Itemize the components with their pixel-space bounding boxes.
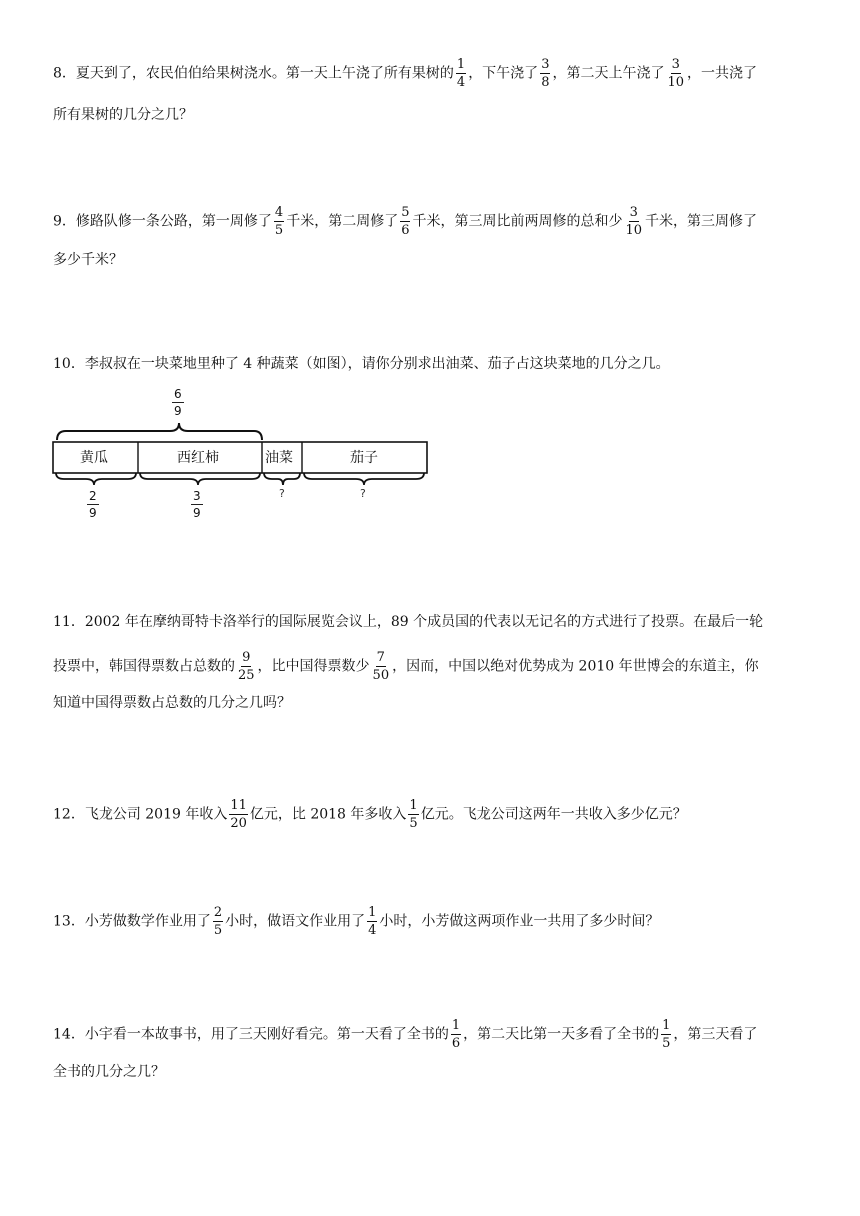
- unknown-rape: ?: [279, 487, 285, 500]
- unknown-eggplant: ?: [360, 487, 366, 500]
- q12-line: 12．飞龙公司 2019 年收入 $\frac{11}{20}$ 亿元，比 2018 年多收入 $\frac{1}{5}$ 亿元。飞龙公司这两年一共收入多少亿元？: [53, 798, 687, 831]
- fraction-cucumber: $\frac{2}{9}$: [89, 489, 97, 520]
- q10-text: 10．李叔叔在一块菜地里种了 4 种蔬菜（如图），请你分别求出油菜、茄子占这块菜地的几分之几。: [53, 356, 670, 372]
- fraction: $\frac{7}{50}$: [372, 650, 390, 683]
- fraction: $\frac{11}{20}$: [230, 798, 247, 831]
- fraction: $\frac{1}{6}$: [451, 1018, 461, 1051]
- q14-line-1: 14．小宇看一本故事书，用了三天刚好看完。第一天看了全书的 $\frac{1}{6}$ ，第二天比第一天多看了全书的 $\frac{1}{5}$ ，第三天看了: [53, 1018, 758, 1051]
- fraction: $\frac{1}{4}$: [368, 905, 377, 938]
- q13-line: 13．小芳做数学作业用了 $\frac{2}{5}$ 小时，做语文作业用了 $\frac{1}{4}$ 小时，小芳做这两项作业一共用了多少时间？: [53, 905, 660, 938]
- bottom-brace-eggplant: [304, 473, 424, 485]
- fraction: $\frac{1}{5}$: [662, 1018, 671, 1051]
- bottom-brace-cucumber: [56, 473, 136, 485]
- fraction: $\frac{1}{4}$: [456, 57, 466, 90]
- top-brace: [57, 423, 262, 440]
- diagram-lines: [50, 385, 440, 535]
- label-eggplant: 茄子: [350, 450, 378, 466]
- q11-line-3: 知道中国得票数占总数的几分之几吗？: [53, 695, 291, 711]
- fraction: $\frac{4}{5}$: [274, 205, 284, 238]
- top-fraction: $\frac{6}{9}$: [174, 387, 182, 418]
- bottom-brace-tomato: [140, 473, 260, 485]
- fraction: $\frac{2}{5}$: [213, 905, 223, 938]
- fraction: $\frac{5}{6}$: [401, 205, 410, 238]
- bottom-brace-rape: [264, 473, 300, 485]
- fraction: $\frac{1}{5}$: [409, 798, 418, 831]
- label-cucumber: 黄瓜: [80, 450, 108, 466]
- fraction-tomato: $\frac{3}{9}$: [193, 489, 201, 520]
- q11-line-2: 投票中，韩国得票数占总数的 $\frac{9}{25}$ ，比中国得票数少 $\frac{7}{50}$ ，因而，中国以绝对优势成为 2010 年世博会的东道主，你: [53, 650, 759, 683]
- label-tomato: 西红柿: [177, 450, 219, 466]
- vegetable-field-diagram: [50, 385, 440, 535]
- fraction: $\frac{3}{10}$: [667, 57, 685, 90]
- q9-line-1: 9．修路队修一条公路，第一周修了 $\frac{4}{5}$ 千米，第二周修了 $\frac{5}{6}$ 千米，第三周比前两周修的总和少 $\frac{3}{10}$ 千米，第三周修了: [53, 205, 758, 238]
- fraction: $\frac{3}{8}$: [541, 57, 550, 90]
- q14-line-2: 全书的几分之几？: [53, 1064, 165, 1080]
- label-rape: 油菜: [265, 450, 293, 466]
- fraction: $\frac{9}{25}$: [238, 650, 255, 683]
- q8-line-2: 所有果树的几分之几？: [53, 107, 193, 123]
- q9-line-2: 多少千米？: [53, 252, 123, 268]
- q8-line-1: 8．夏天到了，农民伯伯给果树浇水。第一天上午浇了所有果树的 $\frac{1}{4}$ ，下午浇了 $\frac{3}{8}$ ，第二天上午浇了 $\frac{3}{10}$ ，一共浇了: [53, 57, 758, 90]
- q11-line-1: 11．2002 年在摩纳哥特卡洛举行的国际展览会议上，89 个成员国的代表以无记名的方式进行了投票。在最后一轮: [53, 614, 764, 630]
- fraction: $\frac{3}{10}$: [625, 205, 643, 238]
